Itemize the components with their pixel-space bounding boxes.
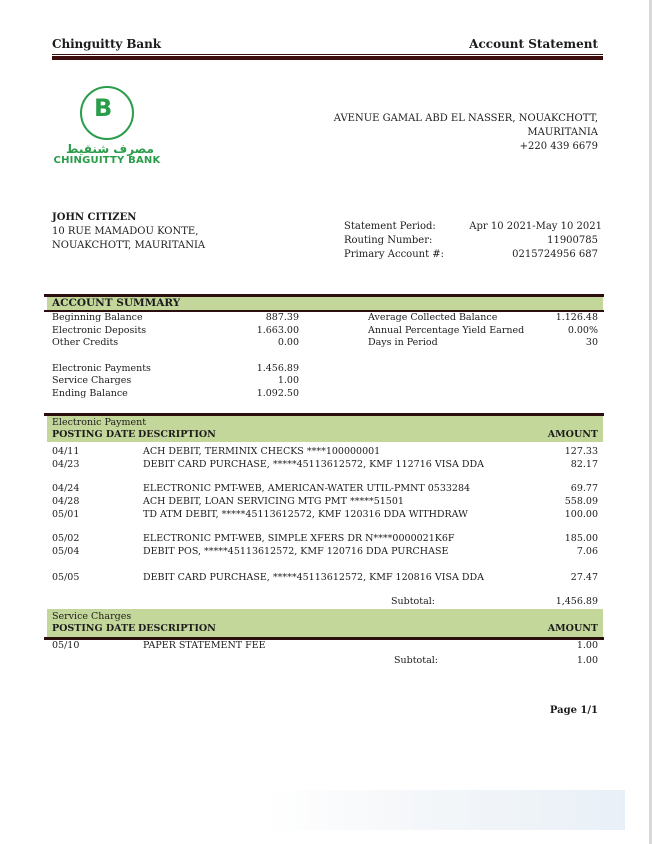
- summary-row: [368, 325, 598, 338]
- customer-block: [52, 211, 205, 253]
- table-row: [52, 496, 598, 507]
- payments-table-header: [52, 429, 598, 440]
- row-description: ACH DEBIT, TERMINIX CHECKS ****100000001: [143, 446, 381, 457]
- service-table-header: [52, 623, 598, 634]
- logo-letter: B: [94, 94, 113, 122]
- row-description: PAPER STATEMENT FEE: [143, 640, 266, 651]
- row-description: TD ATM DEBIT, *****45113612572, KMF 120316 DDA WITHDRAW: [143, 509, 468, 520]
- summary-row: [52, 388, 299, 401]
- statement-period-label: Statement Period:: [344, 221, 436, 232]
- logo-arabic-name: مصرف شنقيط: [66, 142, 154, 156]
- summary-right: [368, 312, 598, 350]
- table-row: [52, 572, 598, 583]
- account-number-value: 0215724956 687: [512, 249, 598, 260]
- column-posting-date: POSTING DATE: [52, 429, 136, 440]
- header-rule-thin: [52, 54, 603, 55]
- summary-value: 1.00: [277, 375, 299, 387]
- column-amount: AMOUNT: [547, 429, 598, 440]
- summary-value: 0.00%: [567, 324, 598, 336]
- row-description: ELECTRONIC PMT-WEB, AMERICAN-WATER UTIL-PMNT 0533284: [143, 483, 471, 494]
- summary-row: [52, 312, 299, 325]
- summary-label: Days in Period: [368, 337, 438, 349]
- row-date: 04/24: [52, 483, 80, 494]
- row-description: DEBIT CARD PURCHASE, *****45113612572, KMF 112716 VISA DDA: [143, 459, 484, 470]
- bank-phone: +220 439 6679: [519, 141, 598, 152]
- faint-watermark: [265, 790, 625, 830]
- summary-value: 1.126.48: [555, 312, 598, 323]
- document-title: Account Statement: [469, 37, 598, 51]
- bank-address: [334, 112, 598, 154]
- row-amount: 27.47: [570, 572, 598, 583]
- customer-name: JOHN CITIZEN: [52, 212, 137, 223]
- account-summary-title: ACCOUNT SUMMARY: [52, 297, 181, 309]
- row-description: DEBIT CARD PURCHASE, *****45113612572, KMF 120816 VISA DDA: [143, 572, 484, 583]
- table-row: [52, 640, 598, 651]
- row-date: 05/04: [52, 546, 80, 557]
- row-amount: 82.17: [570, 459, 598, 470]
- customer-address1: 10 RUE MAMADOU KONTE,: [52, 226, 199, 237]
- row-amount: 69.77: [570, 483, 598, 494]
- bank-name-header: Chinguitty Bank: [52, 37, 161, 51]
- summary-label: Other Credits: [52, 337, 119, 349]
- statement-info: [344, 220, 602, 262]
- summary-value: 30: [585, 337, 598, 349]
- summary-row: [52, 325, 299, 338]
- table-row: [52, 509, 598, 520]
- summary-left: [52, 312, 299, 401]
- summary-value: 1.456.89: [256, 362, 299, 374]
- service-subtotal-label: Subtotal:: [394, 655, 438, 666]
- routing-number-value: 11900785: [547, 235, 598, 246]
- column-description: DESCRIPTION: [138, 623, 216, 634]
- table-row: [52, 533, 598, 544]
- row-date: 05/10: [52, 640, 80, 651]
- row-date: 05/05: [52, 572, 80, 583]
- column-description: DESCRIPTION: [138, 429, 216, 440]
- summary-value: 1.663.00: [256, 324, 299, 336]
- bank-address-line2: MAURITANIA: [527, 127, 598, 138]
- row-date: 05/01: [52, 509, 80, 520]
- payments-subtotal-value: 1,456.89: [555, 596, 598, 607]
- row-amount: 100.00: [564, 509, 598, 520]
- row-amount: 127.33: [564, 446, 598, 457]
- table-row: [52, 459, 598, 470]
- account-number-label: Primary Account #:: [344, 249, 445, 260]
- summary-row: [52, 363, 299, 376]
- logo-bank-name: CHINGUITTY BANK: [53, 155, 161, 166]
- payments-subtotal-label: Subtotal:: [391, 596, 435, 607]
- table-row: [52, 546, 598, 557]
- summary-row: [368, 337, 598, 350]
- bank-logo: [52, 86, 162, 168]
- column-amount: AMOUNT: [547, 623, 598, 634]
- column-posting-date: POSTING DATE: [52, 623, 136, 634]
- statement-period-row: [344, 220, 602, 234]
- row-date: 04/23: [52, 459, 80, 470]
- row-date: 04/11: [52, 446, 80, 457]
- row-description: ACH DEBIT, LOAN SERVICING MTG PMT *****51501: [143, 496, 404, 507]
- service-section-title: Service Charges: [52, 611, 132, 622]
- bank-address-line1: AVENUE GAMAL ABD EL NASSER, NOUAKCHOTT,: [333, 113, 598, 124]
- page-number: Page 1/1: [549, 705, 598, 716]
- payments-section-title: Electronic Payment: [52, 417, 147, 428]
- account-number-row: [344, 248, 602, 262]
- customer-address2: NOUAKCHOTT, MAURITANIA: [52, 240, 206, 251]
- summary-value: 0.00: [277, 337, 299, 349]
- summary-row: [52, 375, 299, 388]
- row-date: 04/28: [52, 496, 80, 507]
- summary-label: Electronic Deposits: [52, 324, 147, 336]
- header-rule: [52, 56, 603, 60]
- table-row: [52, 483, 598, 494]
- summary-label: Ending Balance: [52, 387, 128, 399]
- statement-period-value: Apr 10 2021-May 10 2021: [469, 221, 602, 232]
- summary-label: Electronic Payments: [52, 362, 151, 374]
- summary-value: 887.39: [265, 312, 299, 323]
- table-row: [52, 446, 598, 457]
- row-amount: 185.00: [564, 533, 598, 544]
- summary-row: [368, 312, 598, 325]
- summary-label: Beginning Balance: [52, 312, 143, 323]
- summary-label: Average Collected Balance: [368, 312, 498, 323]
- summary-label: Annual Percentage Yield Earned: [368, 324, 525, 336]
- routing-number-row: [344, 234, 602, 248]
- row-date: 05/02: [52, 533, 80, 544]
- service-subtotal-value: 1.00: [576, 655, 598, 666]
- summary-row: [52, 337, 299, 350]
- summary-label: Service Charges: [52, 375, 132, 387]
- row-amount: 7.06: [576, 546, 598, 557]
- row-amount: 1.00: [576, 640, 598, 651]
- row-description: DEBIT POS, *****45113612572, KMF 120716 DDA PURCHASE: [143, 546, 449, 557]
- summary-value: 1.092.50: [256, 387, 299, 399]
- row-description: ELECTRONIC PMT-WEB, SIMPLE XFERS DR N****0000021K6F: [143, 533, 455, 544]
- routing-number-label: Routing Number:: [344, 235, 433, 246]
- row-amount: 558.09: [564, 496, 598, 507]
